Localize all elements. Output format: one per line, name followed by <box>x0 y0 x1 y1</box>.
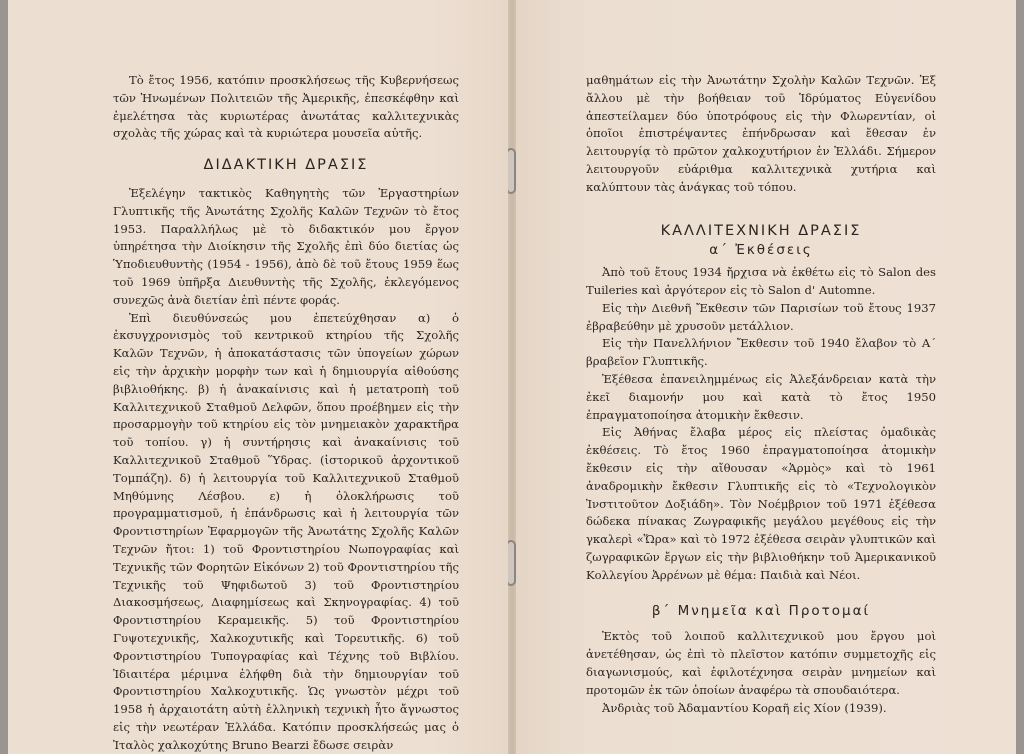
exhibition-paragraph: Εἰς Ἀθήνας ἔλαβα μέρος εἰς πλείστας ὁμαδικὰς ἐκθέσεις. Τὸ ἔτος 1960 ἐπραγματοποίησα ἀτομικὴν ἔκθεσιν εἰς τὴν αἴθουσαν «Ἁρμὸς» καὶ τὸ 1961 ἀναδρομικὴν ἔκθεσιν Γλυπτικῆς εἰς τὸ «Τεχνολογικὸν Ἰνστιτοῦτον Δοξιάδη». Τὸν Νοέμβριον τοῦ 1971 ἐξέθεσα δώδεκα πίνακας Ζωγραφικῆς μεγάλου μεγέθους εἰς τὴν γκαλερὶ «Ὥρα» καὶ τὸ 1972 ἐξέθεσα σειρὰν γλυπτικῶν καὶ ζωγραφικῶν ἔργων εἰς τὴν βιβλιοθήκην τοῦ Ἀμερικανικοῦ Κολλεγίου Ἀρρένων μὲ θέμα: Παιδιὰ καὶ Νέοι. <box>586 425 936 582</box>
exhibition-paragraph: Ἀπὸ τοῦ ἔτους 1934 ἤρχισα νὰ ἐκθέτω εἰς τὸ Salon des Tuileries καὶ ἀργότερον εἰς τὸ Salon d' Automne. <box>586 265 936 297</box>
section-heading-artistic: ΚΑΛΛΙΤΕΧΝΙΚΗ ΔΡΑΣΙΣ <box>660 222 862 239</box>
exhibition-paragraph: Ἐξέθεσα ἐπανειλημμένως εἰς Ἀλεξάνδρειαν κατὰ τὴν ἐκεῖ διαμονήν μου καὶ κατὰ τὸ ἔτος 1950 ἐπραγματοποίησα ἀτομικὴν ἔκθεσιν. <box>586 371 936 422</box>
monument-paragraph: Ἐκτὸς τοῦ λοιποῦ καλλιτεχνικοῦ μου ἔργου μοὶ ἀνετέθησαν, ὡς ἐπὶ τὸ πλεῖστον κατόπιν συμμετοχῆς εἰς διαγωνισμούς, καὶ ἐφιλοτέχνησα σειρὰν μνημείων καὶ προτομῶν ἐκ τῶν ὁποίων ἀναφέρω τὰ σπουδαιότερα. <box>586 629 936 697</box>
subheading-monuments: β΄ Μνημεῖα καὶ Προτομαί <box>651 602 871 619</box>
left-page-column <box>113 72 459 754</box>
right-page <box>516 0 1016 754</box>
subheading-exhibitions: α΄ Ἐκθέσεις <box>709 242 813 259</box>
continuation-paragraph: μαθημάτων εἰς τὴν Ἀνωτάτην Σχολὴν Καλῶν Τεχνῶν. Ἐξ ἄλλου μὲ τὴν βοήθειαν τοῦ Ἱδρύματος Εὐγενίδου ἀπεστείλαμεν δύο ὑποτρόφους εἰς τὴν Φλωρεντίαν, οἱ ὁποῖοι ἐπιστρέψαντες ἐπήνδρωσαν καὶ ἔθεσαν ἐν λειτουργίᾳ τὸ πρῶτον χαλκοχυτήριον ἐν Ἑλλάδι. Σήμερον λειτουργοῦν εὐάριθμα καλλιτεχνικὰ χυτήρια καὶ καλύπτουν τὰς ἀνάγκας τοῦ τόπου. <box>586 73 936 194</box>
monument-paragraph: Ἀνδριὰς τοῦ Ἀδαμαντίου Κοραῆ εἰς Χίον (1939). <box>602 700 887 715</box>
exhibition-paragraph: Εἰς τὴν Διεθνῆ Ἔκθεσιν τῶν Παρισίων τοῦ ἔτους 1937 ἐβραβεύθην μὲ χρυσοῦν μετάλλιον. <box>586 300 936 333</box>
exhibition-paragraph: Εἰς τὴν Πανελλήνιον Ἔκθεσιν τοῦ 1940 ἔλαβον τὸ Α΄ βραβεῖον Γλυπτικῆς. <box>586 336 936 369</box>
section-heading-teaching: ΔΙΔΑΚΤΙΚΗ ΔΡΑΣΙΣ <box>203 157 369 174</box>
intro-paragraph: Τὸ ἔτος 1956, κατόπιν προσκλήσεως τῆς Κυβερνήσεως τῶν Ἡνωμένων Πολιτειῶν τῆς Ἀμερικῆς, ἐπεσκέφθην καὶ ἐμελέτησα τὰς κυριωτέρας ἀνωτάτας καλλιτεχνικὰς σχολὰς τῆς χώρας καὶ τὰ κυριώτερα μουσεῖα αὐτῆς. <box>113 73 459 141</box>
left-page <box>8 0 508 754</box>
right-page-column <box>586 72 936 717</box>
teaching-paragraph-2: Ἐπὶ διευθύνσεώς μου ἐπετεύχθησαν α) ὁ ἐκσυγχρονισμὸς τοῦ κεντρικοῦ κτηρίου τῆς Σχολῆς Καλῶν Τεχνῶν, ἡ ἀποκατάστασις τῶν ὑπογείων χώρων εἰς τὴν ἀρχικὴν μορφὴν των καὶ ἡ δημιουργία αἰθούσης βιβλιοθήκης. β) ἡ ἀνακαίνισις καὶ ἡ μετατροπὴ τοῦ Καλλιτεχνικοῦ Σταθμοῦ Δελφῶν, ὅπου προέβημεν εἰς τὴν προσαρμογὴν τοῦ κτηρίου εἰς τὸν μνημειακὸν χαρακτῆρα τοῦ τοπίου. γ) ἡ συντήρησις καὶ ἀνακαίνισις τοῦ Καλλιτεχνικοῦ Σταθμοῦ Ὕδρας. (ἱστορικοῦ ἀρχοντικοῦ Τομπάζη). δ) ἡ λειτουργία τοῦ Καλλιτεχνικοῦ Σταθμοῦ Μηθύμνης Λέσβου. ε) ἡ ὁλοκλήρωσις τοῦ προγραμματισμοῦ, ἡ ἐπάνδρωσις καὶ ἡ λειτουργία τῶν Φροντιστηρίων Ἐφαρμογῶν τῆς Ἀνωτάτης Σχολῆς Καλῶν Τεχνῶν ἤτοι: 1) τοῦ Φροντιστηρίου Νωπογραφίας καὶ Τεχνικῆς τῶν Φορητῶν Εἰκόνων 2) τοῦ Φροντιστηρίου τῆς Τεχνικῆς τοῦ Ψηφιδωτοῦ 3) τοῦ Φροντιστηρίου Διακοσμήσεως, Διαφημίσεως καὶ Σκηνογραφίας. 4) τοῦ Φροντιστηρίου Κεραμεικῆς. 5) τοῦ Φροντιστηρίου Γυψοτεχνικῆς, Χαλκοχυτικῆς καὶ Τορευτικῆς. 6) τοῦ Φροντιστηρίου Τυπογραφίας καὶ Τέχνης τοῦ Βιβλίου. Ἰδιαιτέρα μέριμνα ἐλήφθη διὰ τὴν δημιουργίαν τοῦ Φροντιστηρίου Χαλκοχυτικῆς. Ὡς γνωστὸν μέχρι τοῦ 1958 ἡ ἀρχαιοτάτη αὐτὴ ἑλληνικὴ τεχνικὴ ἦτο ἄγνωστος εἰς τὴν νεωτέραν Ἑλλάδα. Κατόπιν προσκλήσεώς μας ὁ Ἰταλὸς χαλκοχύτης Bruno Bearzi ἔδωσε σειρὰν <box>113 310 459 752</box>
teaching-paragraph-1: Ἐξελέγην τακτικὸς Καθηγητὴς τῶν Ἐργαστηρίων Γλυπτικῆς τῆς Ἀνωτάτης Σχολῆς Καλῶν Τεχνῶν τὸ ἔτος 1953. Παραλλήλως μὲ τὸ διδακτικόν μου ἔργον ὑπηρέτησα τὴν Διοίκησιν τῆς Σχολῆς ἐπὶ δύο διετίας ὡς Ὑποδιευθυντὴς (1954 - 1956), ἀπὸ δὲ τοῦ ἔτους 1959 ἕως τοῦ 1969 ὑπῆρξα Διευθυντὴς τῆς Σχολῆς, ἐκλεγόμενος συνεχῶς ἀνὰ διετίαν ἐπὶ πέντε φοράς. <box>113 185 459 307</box>
